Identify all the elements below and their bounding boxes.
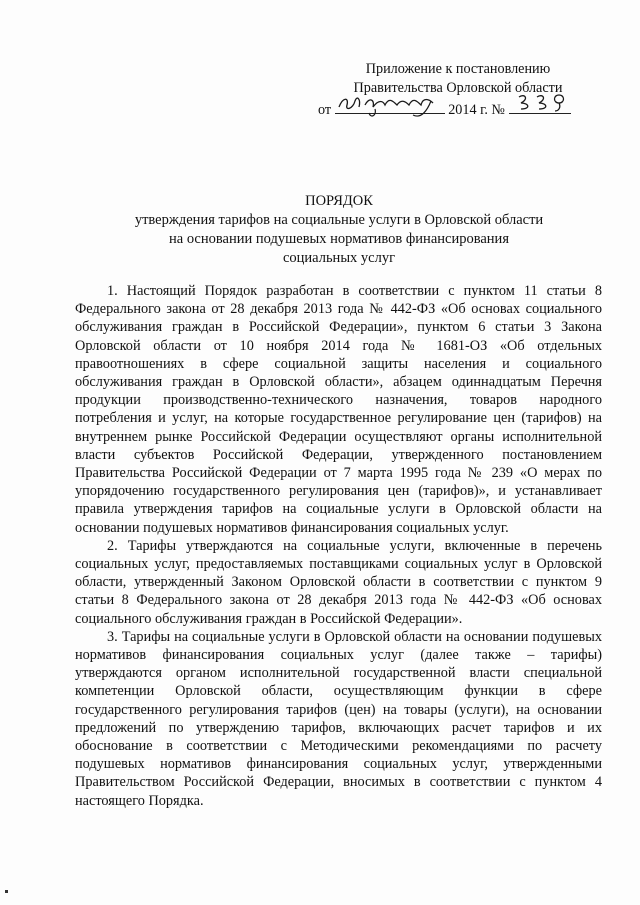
date-year: 2014 г. №	[448, 102, 505, 118]
appendix-line-2: Правительства Орловской области	[353, 79, 563, 96]
appendix-line-1: Приложение к постановлению	[365, 61, 551, 77]
title-heading: ПОРЯДОК	[305, 193, 373, 209]
handwritten-number	[509, 97, 571, 114]
handwritten-date-signature	[335, 89, 445, 117]
scan-margin-mark	[5, 890, 8, 893]
appendix-header	[318, 60, 598, 120]
document-body	[75, 282, 602, 810]
paragraph-3: 3. Тарифы на социальные услуги в Орловской области на основании подушевых нормативов финансирования социальных услуг (далее также – тарифы) утверждаются органом исполнительной государственной власти специальной компетенции Орловской области, осуществляющим функции в сфере государственного регулирования тарифов (цен) на товары (услуги), на основании предложений по утверждению тарифов, включающих расчет тарифов и их обоснование в соответствии с Методическими рекомендациями по расчету подушевых нормативов финансирования социальных услуг, утвержденными Правительством Российской Федерации, вносимых в соответствии с пунктом 4 настоящего Порядка.	[75, 628, 602, 809]
title-line-3: социальных услуг	[282, 250, 396, 266]
title-line-1: утверждения тарифов на социальные услуги в Орловской области	[134, 212, 544, 228]
paragraph-1: 1. Настоящий Порядок разработан в соответствии с пунктом 11 статьи 8 Федерального закона от 28 декабря 2013 года № 442-ФЗ «Об основах социального обслуживания граждан в Российской Федерации», пунктом 6 статьи 3 Закона Орловской области от 10 ноября 2014 года № 1681-ОЗ «Об отдельных правоотношениях в сфере социальной защиты населения и социального обслуживания граждан в Орловской области», абзацем одиннадцатым Перечня продукции производственно-технического назначения, товаров народного потребления и услуг, на которые государственное регулирование цен (тарифов) на внутреннем рынке Российской Федерации осуществляют органы исполнительной власти субъектов Российской Федерации, утвержденного постановлением Правительства Российской Федерации от 7 марта 1995 года № 239 «О мерах по упорядочению государственного регулирования цен (тарифов)», и устанавливает правила утверждения тарифов на социальные услуги в Орловской области на основании подушевых нормативов финансирования социальных услуг.	[75, 283, 602, 536]
handwritten-date	[335, 97, 445, 114]
paragraph-2: 2. Тарифы утверждаются на социальные услуги, включенные в перечень социальных услуг, предоставляемых поставщиками социальных услуг в Орловской области, утвержденный Законом Орловской области в соответствии с пунктом 9 статьи 8 Федерального закона от 28 декабря 2013 года № 442-ФЗ «Об основах социального обслуживания граждан в Российской Федерации».	[75, 537, 602, 627]
appendix-line-3	[318, 97, 598, 120]
date-prefix: от	[318, 102, 332, 118]
title-line-2: на основании подушевых нормативов финансирования	[169, 231, 509, 247]
handwritten-number-signature	[509, 89, 571, 113]
document-title	[60, 192, 618, 268]
